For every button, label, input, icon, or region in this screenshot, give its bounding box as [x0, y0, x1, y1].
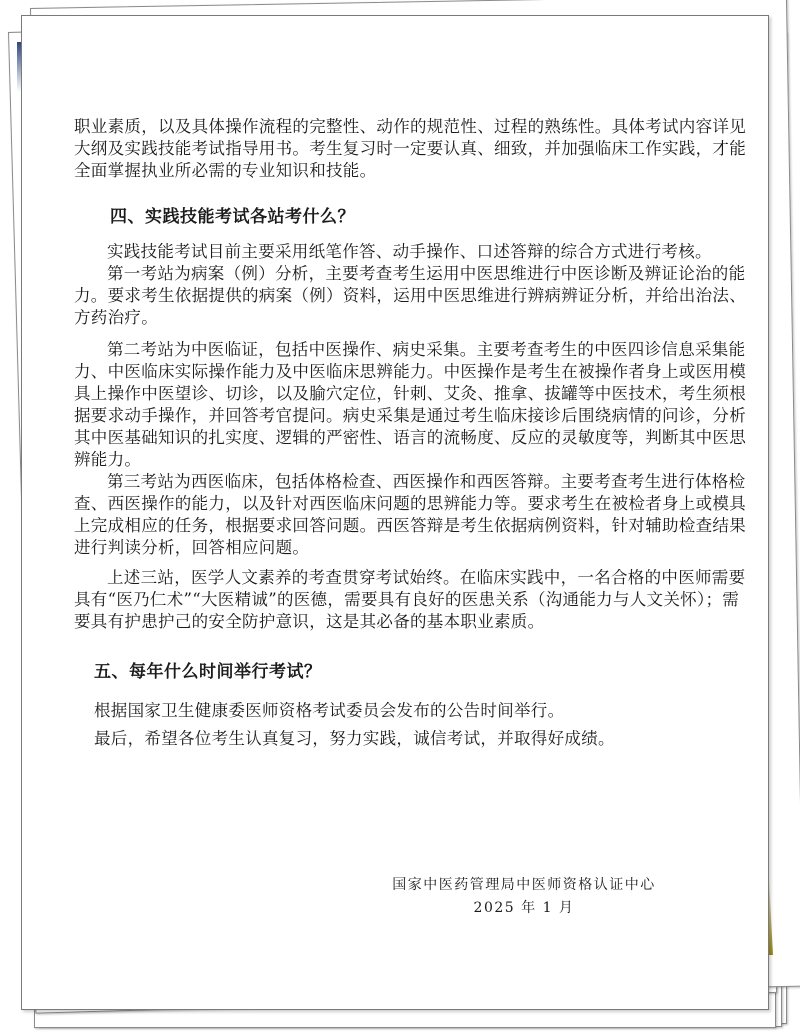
- signature-block: [384, 874, 664, 920]
- section-4-paragraph: 第二考站为中医临证，包括中医操作、病史采集。主要考查考生的中医四诊信息采集能力、中医临床实际操作能力及中医临床思辨能力。中医操作是考生在被操作者身上或医用模具上操作中医望诊、切诊，以及腧穴定位，针刺、艾灸、推拿、拔罐等中医技术，考生须根据要求动手操作，并回答考官提问。病史采集是通过考生临床接诊后围绕病情的问诊，分析其中医基础知识的扎实度、逻辑的严密性、语言的流畅度、反应的灵敏度等，判断其中医思辨能力。: [74, 340, 746, 469]
- document-page: [21, 15, 769, 1010]
- section-4-paragraph: 第三考站为西医临床，包括体格检查、西医操作和西医答辩。主要考查考生进行体格检查、西医操作的能力，以及针对西医临床问题的思辨能力等。要求考生在被检者身上或模具上完成相应的任务，根据要求回答问题。西医答辩是考生依据病例资料，针对辅助检查结果进行判读分析，回答相应问题。: [74, 472, 746, 557]
- signature-organization: 国家中医药管理局中医师资格认证中心: [392, 877, 656, 893]
- section-4-paragraph: 第一考站为病案（例）分析，主要考查考生运用中医思维进行中医诊断及辨证论治的能力。要求考生依据提供的病案（例）资料，运用中医思维进行辨病辨证分析，并给出治法、方药治疗。: [74, 264, 746, 327]
- document-body: [74, 116, 754, 750]
- section-5-heading: 五、每年什么时间举行考试？: [94, 662, 322, 682]
- section-4-paragraph: 实践技能考试目前主要采用纸笔作答、动手操作、口述答辩的综合方式进行考核。: [107, 242, 712, 261]
- paragraph-intro: 职业素质，以及具体操作流程的完整性、动作的规范性、过程的熟练性。具体考试内容详见大纲及实践技能考试指导用书。考生复习时一定要认真、细致，并加强临床工作实践，才能全面掌握执业所必需的专业知识和技能。: [74, 117, 746, 180]
- section-4-heading: 四、实践技能考试各站考什么？: [110, 207, 355, 227]
- signature-date: 2025 年 1 月: [473, 900, 575, 916]
- section-5-paragraph: 最后，希望各位考生认真复习，努力实践，诚信考试，并取得好成绩。: [94, 729, 615, 748]
- section-5-paragraph: 根据国家卫生健康委医师资格考试委员会发布的公告时间举行。: [94, 701, 565, 720]
- section-4-paragraph: 上述三站，医学人文素养的考查贯穿考试始终。在临床实践中，一名合格的中医师需要具有“医乃仁术”“大医精诚”的医德，需要具有良好的医患关系（沟通能力与人文关怀）；需要具有护患护己的安全防护意识，这是其必备的基本职业素质。: [74, 568, 746, 631]
